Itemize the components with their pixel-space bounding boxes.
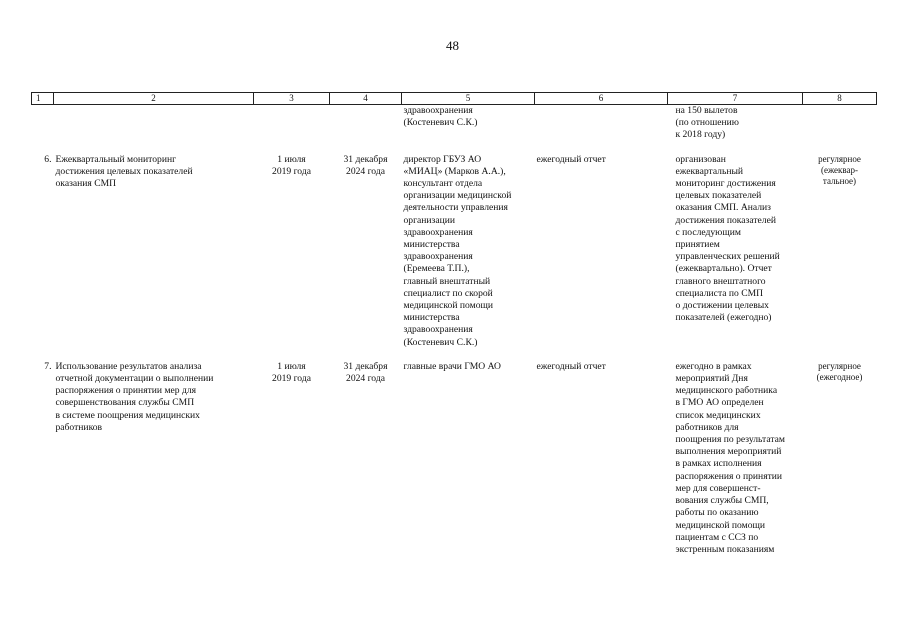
column-number-8: 8 bbox=[803, 93, 877, 105]
responsible-persons: директор ГБУЗ АО «МИАЦ» (Марков А.А.), консультант отдела организации медицинской деятельности управления организации здравоохранения министерства здравоохранения (Еремеева Т.П.), главный внештатный специалист по скорой медицинской помощи министерства здравоохранения (Костеневич С.К.) bbox=[403, 153, 512, 348]
column-number-5: 5 bbox=[402, 93, 535, 105]
row-number: 6. bbox=[44, 153, 52, 165]
continuation-row bbox=[32, 105, 877, 154]
measures-table bbox=[31, 92, 877, 556]
column-numbers-row bbox=[32, 93, 877, 105]
row-number: 7. bbox=[44, 360, 52, 372]
measure-character: регулярное (ежегодное) bbox=[816, 360, 863, 382]
measure-name: Использование результатов анализа отчетной документации о выполнении распоряжения о принятии мер для совершенствования службы СМП в системе поощрения медицинских работников bbox=[55, 360, 214, 433]
page-number: 48 bbox=[446, 38, 459, 53]
result-type: ежегодный отчет bbox=[536, 360, 606, 372]
column-number-6: 6 bbox=[535, 93, 668, 105]
column-number-2: 2 bbox=[54, 93, 254, 105]
expected-result: организован ежеквартальный мониторинг достижения целевых показателей оказания СМП. Анализ достижения показателей с последующим принятием управленческих решений (ежеквартально). Отчет главного внештатного специалиста по СМП о достижении целевых показателей (ежегодно) bbox=[675, 153, 780, 324]
result-type: ежегодный отчет bbox=[536, 153, 606, 165]
expected-result: ежегодно в рамках мероприятий Дня медицинского работника в ГМО АО определен список медицинских работников для поощрения по результатам выполнения мероприятий в рамках исполнения распоряжения о принятии мер для совершенст- вования службы СМП, работы по оказанию медицинской помощи пациентам с ССЗ по экстренным показаниям bbox=[675, 360, 785, 555]
continuation-result: на 150 вылетов (по отношению к 2018 году) bbox=[675, 105, 739, 141]
measure-character: регулярное (ежеквар- тальное) bbox=[818, 153, 861, 186]
responsible-persons: главные врачи ГМО АО bbox=[403, 360, 501, 372]
start-date: 1 июля 2019 года bbox=[272, 360, 311, 385]
start-date: 1 июля 2019 года bbox=[272, 153, 311, 177]
column-number-7: 7 bbox=[668, 93, 803, 105]
column-number-1: 1 bbox=[32, 93, 54, 105]
end-date: 31 декабря 2024 года bbox=[343, 153, 388, 177]
column-number-3: 3 bbox=[254, 93, 330, 105]
column-number-4: 4 bbox=[330, 93, 402, 105]
table-row bbox=[32, 361, 877, 556]
continuation-responsible: здравоохранения (Костеневич С.К.) bbox=[403, 105, 478, 129]
end-date: 31 декабря 2024 года bbox=[343, 360, 388, 385]
measure-name: Ежеквартальный мониторинг достижения целевых показателей оказания СМП bbox=[55, 153, 193, 190]
table-row bbox=[32, 154, 877, 361]
